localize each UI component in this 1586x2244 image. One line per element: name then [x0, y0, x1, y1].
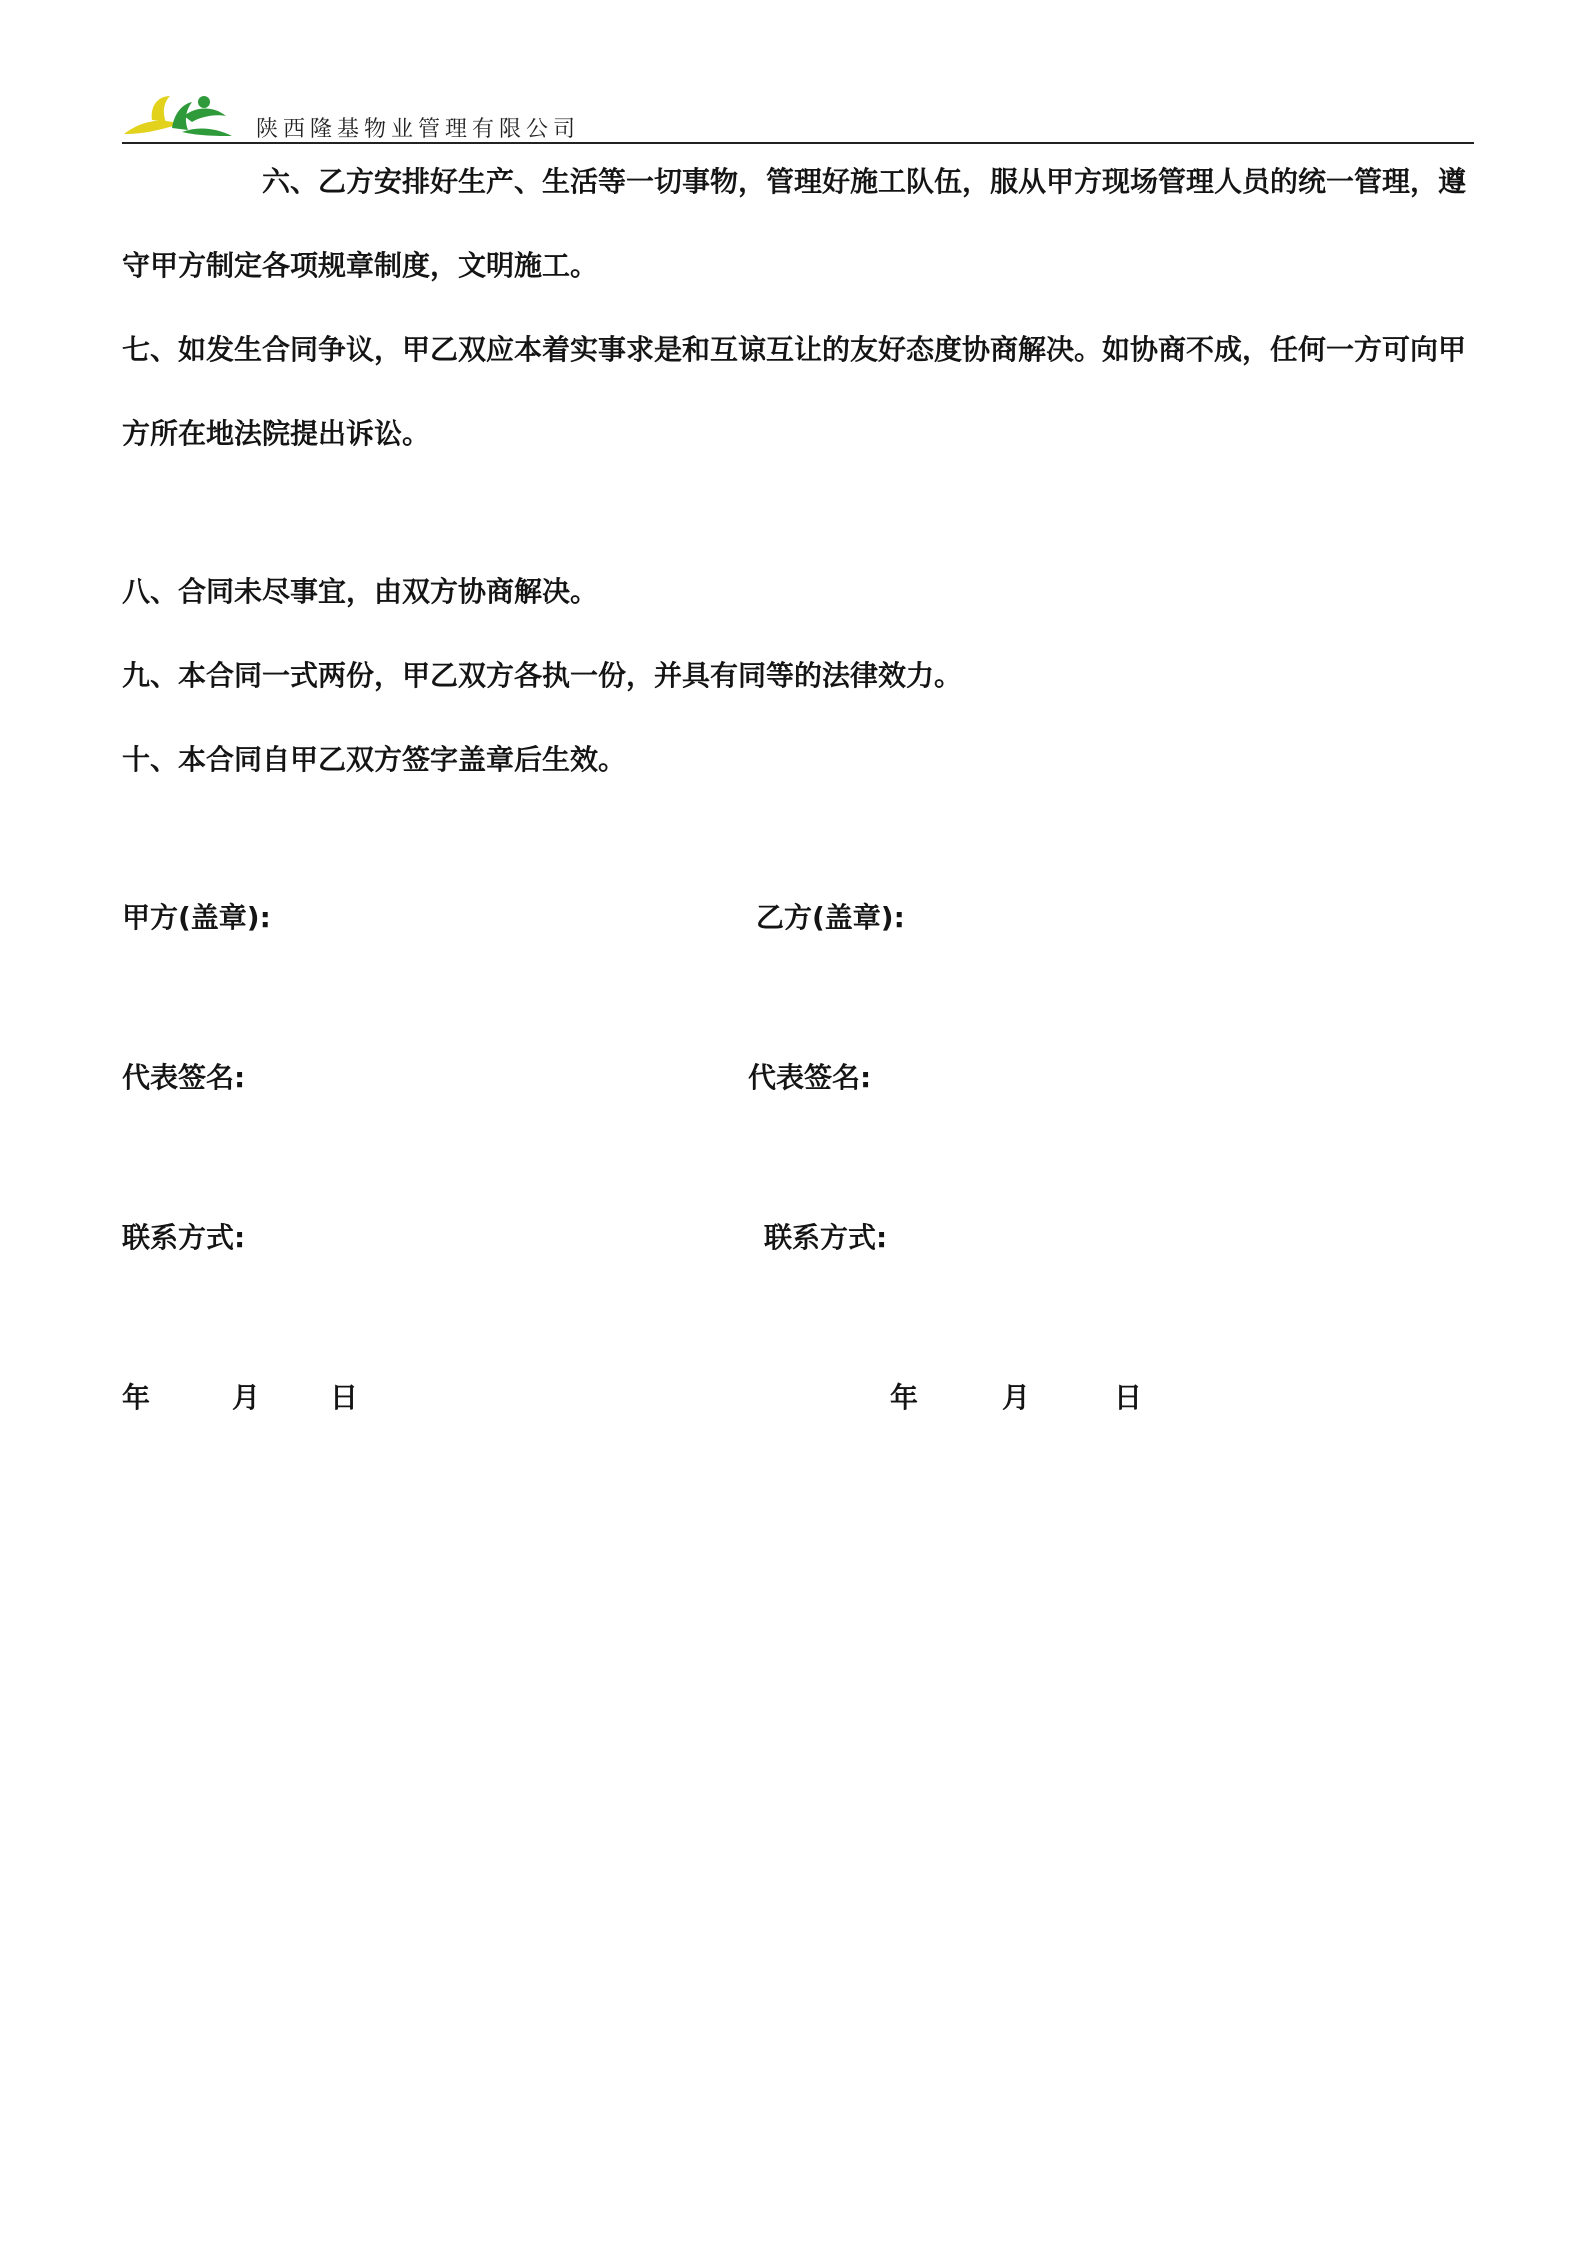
clause-seven: 七、如发生合同争议，甲乙双应本着实事求是和互谅互让的友好态度协商解决。如协商不成，任何一方可向甲方所在地法院提出诉讼。 [122, 333, 1467, 450]
party-b-rep-label: 代表签名: [748, 1061, 872, 1094]
party-b-date-day: 日 [1114, 1381, 1143, 1414]
clause-six: 六、乙方安排好生产、生活等一切事物，管理好施工队伍，服从甲方现场管理人员的统一管理，遵守甲方制定各项规章制度，文明施工。 [122, 165, 1467, 282]
party-a-date-month: 月 [232, 1381, 261, 1414]
clause-ten: 十、本合同自甲乙双方签字盖章后生效。 [122, 743, 627, 776]
party-b-date-month: 月 [1002, 1381, 1031, 1414]
party-b-contact-label: 联系方式: [764, 1221, 888, 1254]
clause-eight: 八、合同未尽事宜，由双方协商解决。 [122, 575, 599, 608]
clause-nine: 九、本合同一式两份，甲乙双方各执一份，并具有同等的法律效力。 [122, 659, 963, 692]
page-header [122, 90, 1474, 144]
party-b-date-year: 年 [890, 1381, 919, 1414]
party-a-rep-label: 代表签名: [122, 1061, 246, 1094]
party-a-seal-label: 甲方(盖章): [122, 901, 271, 934]
party-a-date-day: 日 [330, 1381, 359, 1414]
party-b-seal-label: 乙方(盖章): [756, 901, 905, 934]
company-name: 陕西隆基物业管理有限公司 [256, 117, 581, 142]
party-a-contact-label: 联系方式: [122, 1221, 246, 1254]
party-a-date-year: 年 [122, 1381, 151, 1414]
company-logo-icon [122, 90, 234, 142]
